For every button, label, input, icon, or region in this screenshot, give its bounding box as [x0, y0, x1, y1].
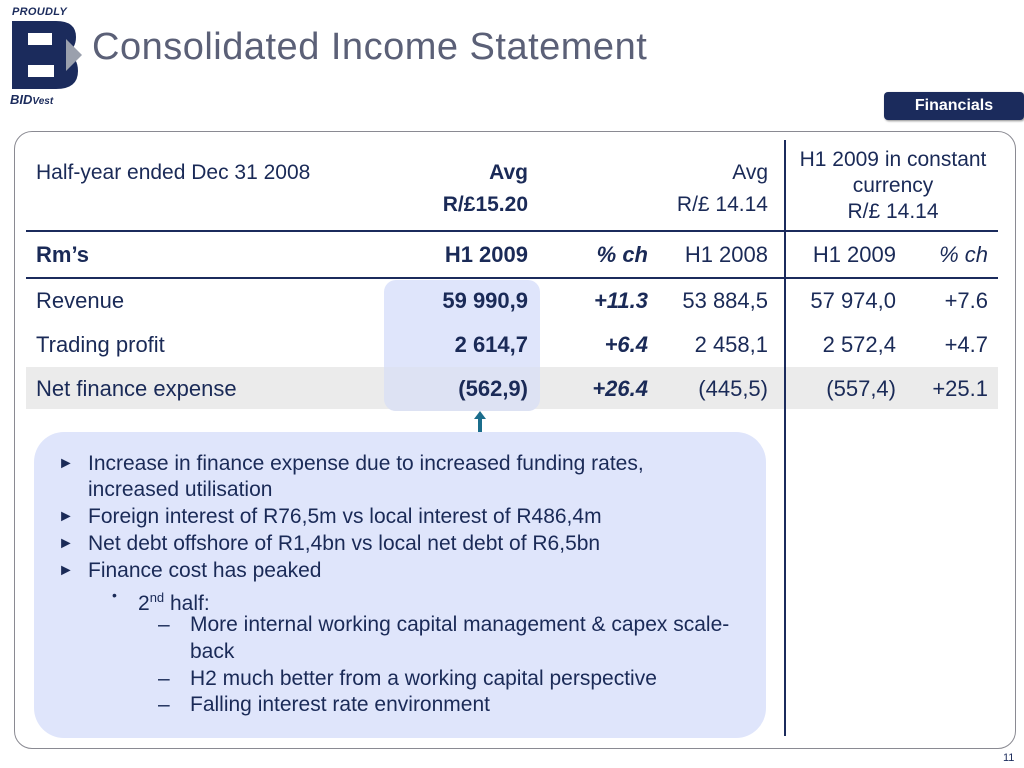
sub-bullet-dot-icon: • [112, 587, 117, 603]
logo-wordmark: BIDVest [10, 92, 54, 107]
page-title: Consolidated Income Statement [92, 26, 648, 68]
bullet-3: Net debt offshore of R1,4bn vs local net debt of R6,5bn [88, 532, 601, 555]
bullet-arrow-icon: ► [58, 535, 74, 552]
revenue-h1-2008: 53 884,5 [682, 288, 768, 313]
sub-sub-bullet-3: Falling interest rate environment [190, 693, 490, 716]
sub-sub-bullet-dash-icon: – [158, 693, 170, 716]
sub-sub-bullet-1-line-2: back [190, 640, 235, 663]
net-finance-cc-pct-change: +25.1 [932, 376, 988, 401]
bullet-1-line-1: Increase in finance expense due to increased funding rates, [88, 452, 644, 475]
revenue-pct-change: +11.3 [593, 288, 648, 313]
period-label: Half-year ended Dec 31 2008 [36, 161, 311, 184]
bullet-2: Foreign interest of R76,5m vs local interest of R486,4m [88, 505, 602, 528]
column-header-cc-pct-change: % ch [939, 242, 988, 267]
section-tag: Financials [884, 92, 1024, 120]
trading-profit-cc-pct-change: +4.7 [944, 332, 988, 357]
up-arrow-icon [473, 411, 487, 433]
sub-sub-bullet-1-line-1: More internal working capital management & capex scale- [190, 613, 730, 636]
trading-profit-h1-2008: 2 458,1 [694, 332, 768, 357]
net-finance-pct-change: +26.4 [592, 376, 648, 401]
bidvest-logo [10, 6, 90, 106]
column-header-cc-h1-2009: H1 2009 [812, 242, 896, 267]
column-header-pct-change: % ch [596, 242, 648, 267]
trading-profit-h1-2009: 2 614,7 [454, 332, 528, 357]
net-finance-h1-2008: (445,5) [698, 376, 768, 401]
sub-bullet-half: 2nd half: [138, 590, 210, 615]
sub-sub-bullet-dash-icon: – [158, 667, 170, 690]
bullet-1-line-2: increased utilisation [88, 478, 273, 501]
sub-sub-bullet-dash-icon: – [158, 613, 170, 636]
bullet-arrow-icon: ► [58, 562, 74, 579]
row-label-net-finance-expense: Net finance expense [36, 376, 237, 401]
page-number: 11 [1003, 752, 1015, 764]
header-rule [26, 230, 998, 232]
row-label-revenue: Revenue [36, 288, 125, 313]
avg-label-1: Avg [489, 161, 528, 184]
net-finance-h1-2009: (562,9) [458, 376, 528, 401]
revenue-cc-h1-2009: 57 974,0 [810, 288, 896, 313]
trading-profit-pct-change: +6.4 [604, 332, 648, 357]
net-finance-cc-h1-2009: (557,4) [826, 376, 896, 401]
column-header-rule [26, 277, 998, 279]
logo-tagline: PROUDLY [12, 6, 68, 18]
trading-profit-cc-h1-2009: 2 572,4 [822, 332, 896, 357]
column-header-rms: Rm’s [36, 242, 89, 267]
bullet-arrow-icon: ► [58, 508, 74, 525]
avg-label-2: Avg [732, 161, 768, 184]
logo-b-mark-icon [10, 19, 82, 91]
revenue-cc-pct-change: +7.6 [944, 288, 988, 313]
rate-label-1: R/£15.20 [442, 193, 528, 216]
sub-sub-bullet-2: H2 much better from a working capital perspective [190, 667, 657, 690]
constant-currency-line3: R/£ 14.14 [847, 200, 939, 223]
constant-currency-line1: H1 2009 in constant [799, 148, 987, 171]
column-header-h1-2009: H1 2009 [444, 242, 528, 267]
constant-currency-line2: currency [852, 174, 934, 197]
revenue-h1-2009: 59 990,9 [442, 288, 528, 313]
column-header-h1-2008: H1 2008 [684, 242, 768, 267]
rate-label-2: R/£ 14.14 [676, 193, 768, 216]
bullet-4: Finance cost has peaked [88, 559, 322, 582]
bullet-arrow-icon: ► [58, 455, 74, 472]
row-label-trading-profit: Trading profit [36, 332, 165, 357]
